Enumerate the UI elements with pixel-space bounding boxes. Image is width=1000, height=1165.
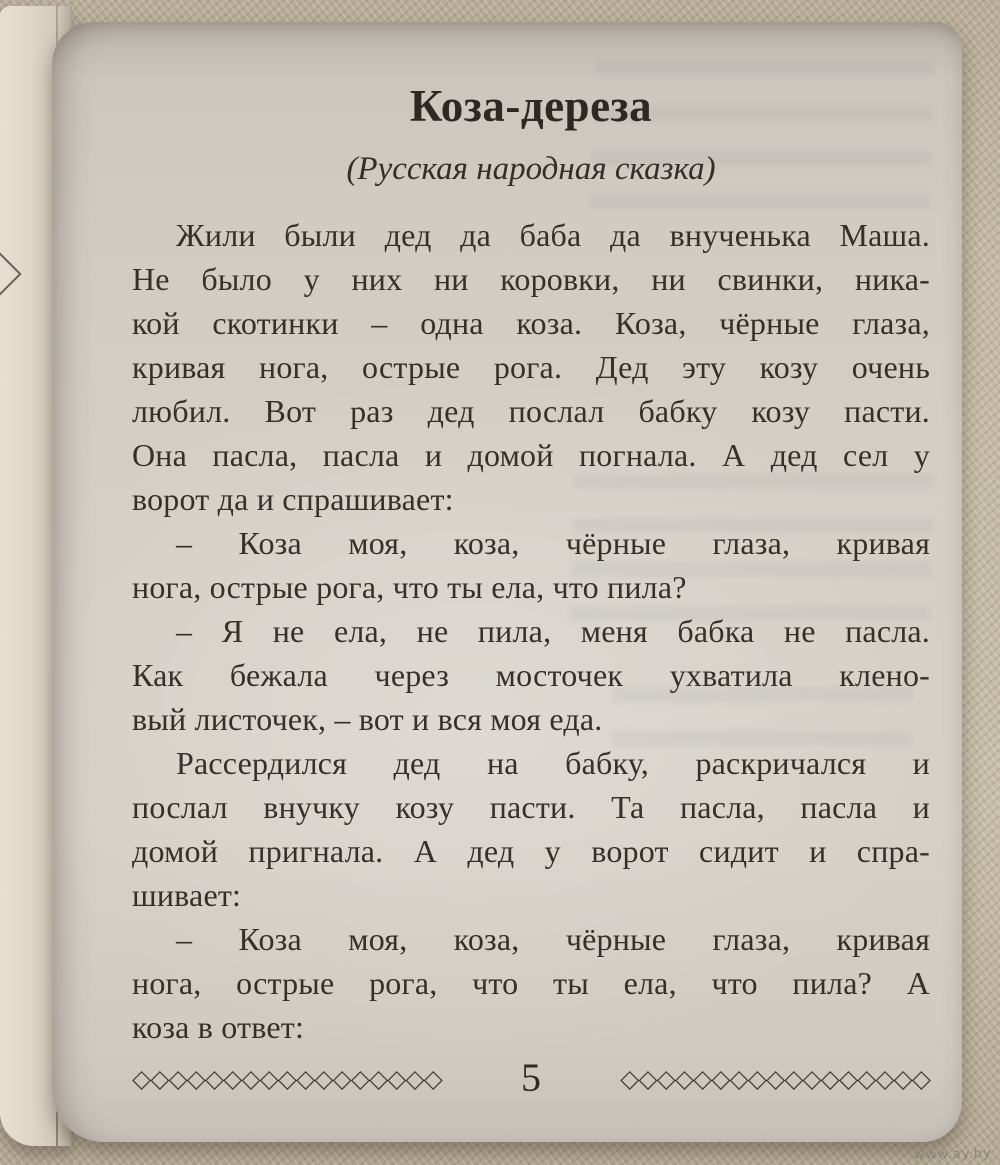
footer-ornament-left: ◇◇◇◇◇◇◇◇◇◇◇◇◇◇◇◇◇ xyxy=(132,1063,442,1093)
book-page xyxy=(52,22,962,1142)
story-line: Жили были дед да баба да внученька Маша. xyxy=(176,217,930,253)
story-line: нога, острые рога, что ты ела, что пила? xyxy=(132,569,687,605)
page-content xyxy=(132,80,930,1142)
story-line: послал внучку козу пасти. Та пасла, пасла и xyxy=(132,789,930,825)
story-line: нога, острые рога, что ты ела, что пила? А xyxy=(132,965,930,1001)
footer-ornament-right: ◇◇◇◇◇◇◇◇◇◇◇◇◇◇◇◇◇ xyxy=(620,1063,930,1093)
page-footer xyxy=(132,1055,930,1100)
page-number: 5 xyxy=(521,1055,541,1100)
story-line: ворот да и спрашивает: xyxy=(132,481,454,517)
story-line: Рассердился дед на бабку, раскричался и xyxy=(176,745,930,781)
story-line: – Коза моя, коза, чёрные глаза, кривая xyxy=(176,921,930,957)
story-line: Как бежала через мосточек ухватила клено- xyxy=(132,657,930,693)
story-line: домой пригнала. А дед у ворот сидит и спра- xyxy=(132,833,930,869)
story-line: любил. Вот раз дед послал бабку козу пасти. xyxy=(132,393,930,429)
story-subtitle: (Русская народная сказка) xyxy=(346,151,716,187)
story-line: – Я не ела, не пила, меня бабка не пасла. xyxy=(176,613,930,649)
story-line: Не было у них ни коровки, ни свинки, ника- xyxy=(132,261,930,297)
story-line: кривая нога, острые рога. Дед эту козу очень xyxy=(132,349,930,385)
story-text xyxy=(132,213,930,1049)
story-line: коза в ответ: xyxy=(132,1009,305,1045)
story-line: – Коза моя, коза, чёрные глаза, кривая xyxy=(176,525,930,561)
story-line: шивает: xyxy=(132,877,242,913)
facing-page-ornament-diamond xyxy=(0,251,22,296)
story-line: Она пасла, пасла и домой погнала. А дед сел у xyxy=(132,437,930,473)
photo-watermark: www.ay.by xyxy=(914,1145,993,1164)
story-line: вый листочек, – вот и вся моя еда. xyxy=(132,701,603,737)
story-line: кой скотинки – одна коза. Коза, чёрные глаза, xyxy=(132,305,930,341)
story-title: Коза-дереза xyxy=(409,81,653,131)
